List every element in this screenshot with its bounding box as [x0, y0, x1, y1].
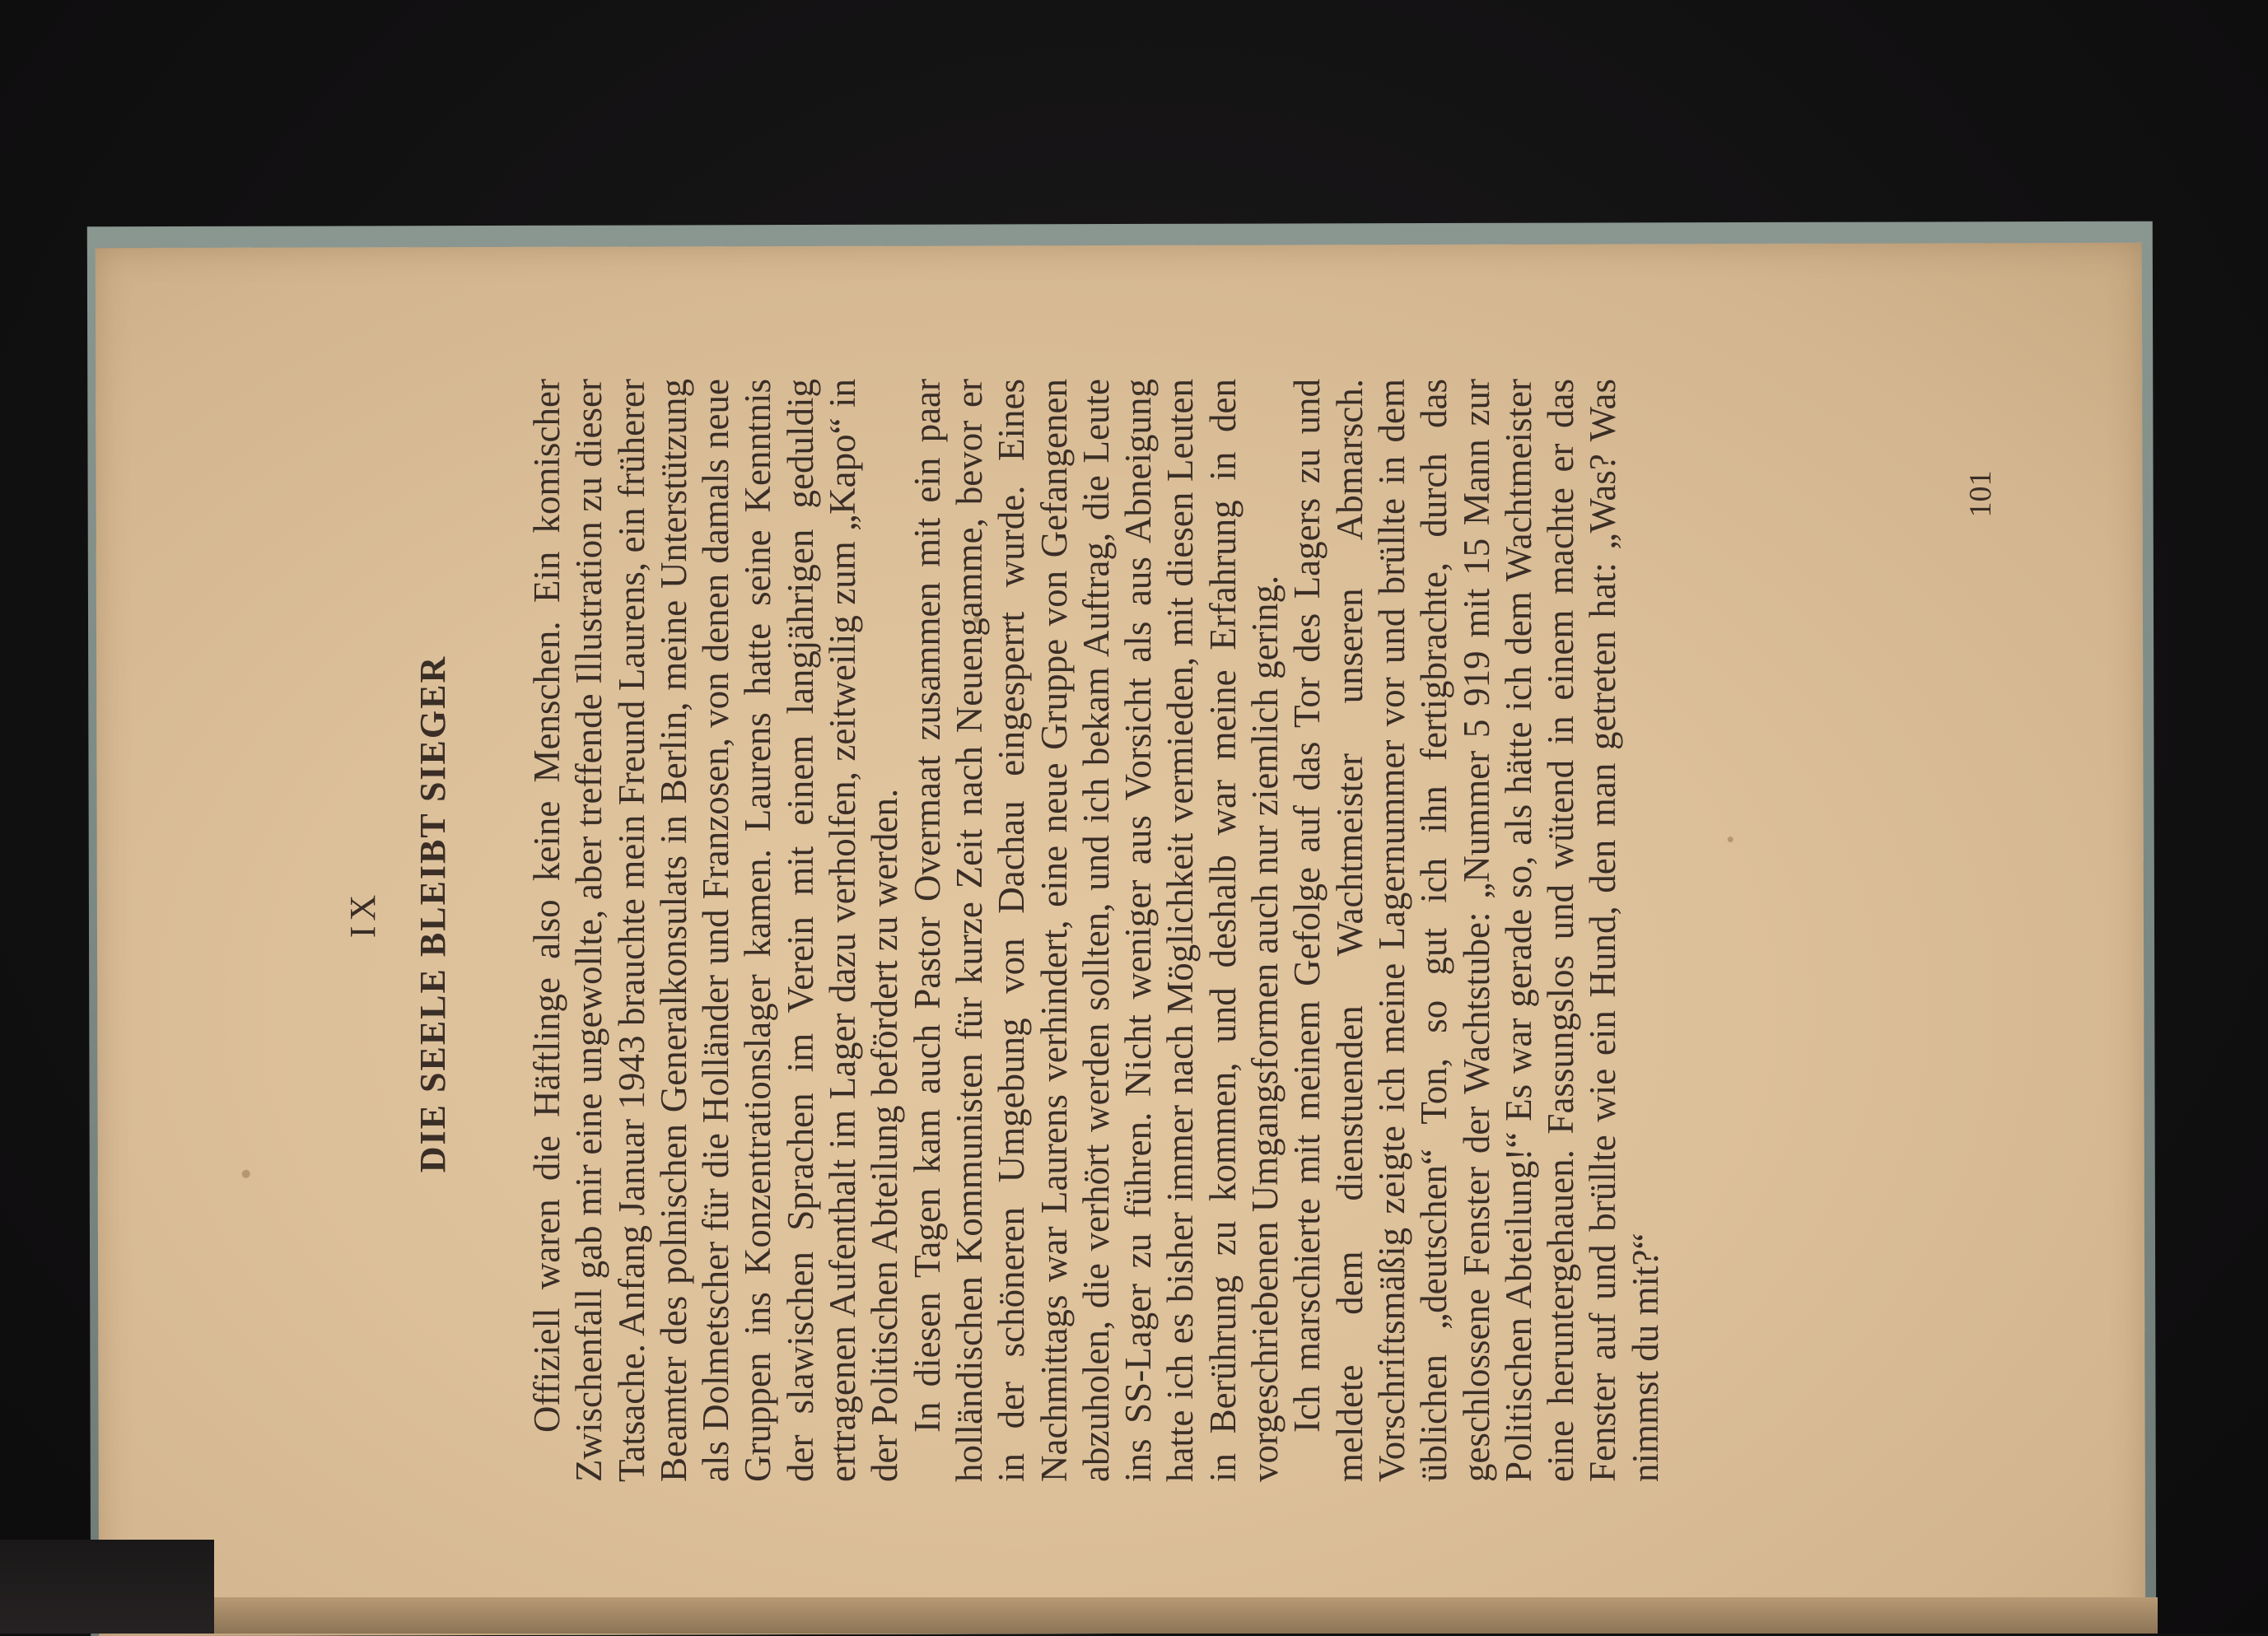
paper-stain [242, 1170, 250, 1178]
book-binding [0, 1540, 214, 1634]
page-number: 101 [1963, 470, 1998, 518]
chapter-number: IX [343, 889, 383, 939]
body-text [526, 379, 1667, 1482]
page-text-block [342, 379, 1906, 1482]
paragraph: Offiziell waren die Häftlinge also keine Menschen. Ein komischer Zwischenfall gab mir eine ungewollte, aber treffende Illustration zu dieser Tatsache. Anfang Januar 1943 brauchte mein Freund Laurens, ein früherer Beamter des polnischen Generalkonsulats in Berlin, meine Unterstützung als Dolmetscher für die Holländer und Franzosen, von denen damals neue Gruppen ins Konzentrationslager kamen. Laurens hatte seine Kenntnis der slawischen Sprachen im Verein mit einem langjährigen geduldig ertragenen Aufenthalt im Lager dazu verholfen, zeitweilig zum „Kapo“ in der Politischen Abteilung befördert zu werden. [526, 379, 906, 1482]
page-edge [115, 1597, 2158, 1634]
paragraph: In diesen Tagen kam auch Pastor Overmaat zusammen mit ein paar holländischen Kommunisten für kurze Zeit nach Neuengamme, bevor er in der schöneren Umgebung von Dachau eingesperrt wurde. Eines Nachmittags war Laurens verhindert, eine neue Gruppe von Gefangenen abzuholen, die verhört werden sollten, und ich bekam Auftrag, die Leute ins SS-Lager zu führen. Nicht weniger aus Vorsicht als aus Abneigung hatte ich es bisher immer nach Möglichkeit vermieden, mit diesen Leuten in Berührung zu kommen, und deshalb war meine Erfahrung in den vorgeschriebenen Umgangsformen auch nur ziemlich gering. [906, 379, 1286, 1482]
paragraph: Ich marschierte mit meinem Gefolge auf das Tor des Lagers zu und meldete dem dienstuenden Wachtmeister unseren Abmarsch. Vorschriftsmäßig zeigte ich meine Lagernummer vor und brüllte in dem üblichen „deutschen“ Ton, so gut ich ihn fertigbrachte, durch das geschlossene Fenster der Wachtstube: „Nummer 5 919 mit 15 Mann zur Politischen Abteilung!“ Es war gerade so, als hätte ich dem Wachtmeister eine heruntergehauen. Fassungslos und wütend in einem machte er das Fenster auf und brüllte wie ein Hund, den man getreten hat: „Was? Was nimmst du mit?“ [1286, 379, 1666, 1482]
chapter-title: DIE SEELE BLEIBT SIEGER [413, 655, 453, 1173]
